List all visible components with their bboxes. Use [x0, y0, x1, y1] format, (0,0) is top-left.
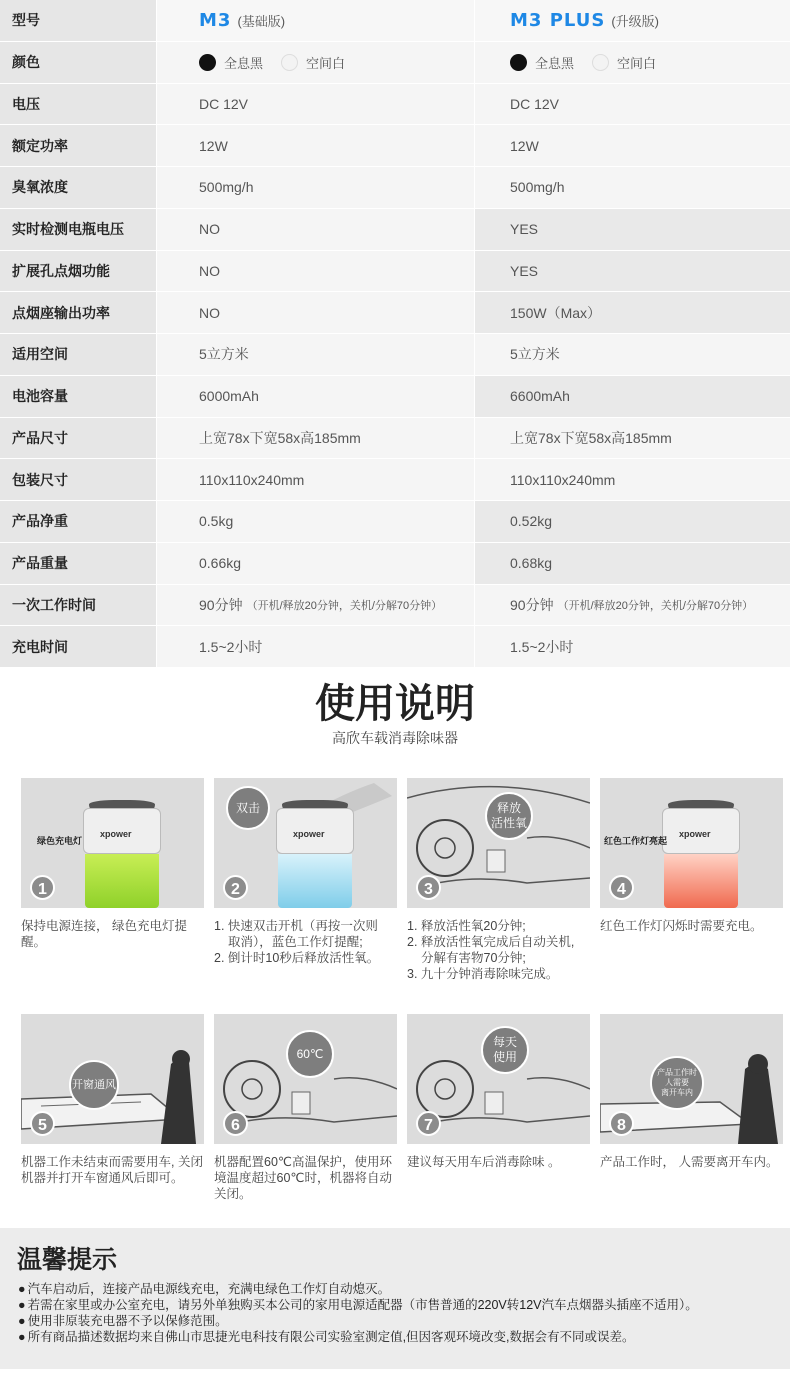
- step-illustration: [214, 778, 397, 908]
- step-bubble: 开窗通风: [69, 1060, 119, 1110]
- step-6: [214, 1014, 397, 1202]
- work-time-value: 90分钟: [510, 596, 554, 613]
- work-time-note: （开机/释放20分钟，关机/分解70分钟）: [557, 599, 754, 612]
- spec-row: [0, 626, 790, 668]
- plus-value: 5立方米: [475, 334, 790, 375]
- spec-row: [0, 125, 790, 167]
- step-bubble: 每天 使用: [481, 1026, 529, 1074]
- color-option-black: [199, 53, 263, 72]
- plus-value: 0.68kg: [475, 543, 790, 584]
- plus-color-options: [475, 42, 790, 83]
- step-number: 4: [609, 875, 634, 900]
- tip-item: ● 汽车启动后，连接产品电源线充电，充满电绿色工作灯自动熄灭。: [18, 1281, 698, 1297]
- step-text-line: 2. 释放活性氧完成后自动关机,: [407, 935, 575, 949]
- spec-row: [0, 292, 790, 334]
- step-number: 8: [609, 1111, 634, 1136]
- brand-logo: xpower: [679, 829, 711, 839]
- plus-value: [475, 585, 790, 626]
- spec-label: 实时检测电瓶电压: [0, 209, 157, 250]
- step-5: [21, 1014, 204, 1186]
- spec-label: 扩展孔点烟功能: [0, 251, 157, 292]
- step-description: [600, 1154, 783, 1170]
- tip-item: ● 所有商品描述数据均来自佛山市思捷光电科技有限公司实验室测定值,但因客观环境改变,数据会有不同或误差。: [18, 1329, 698, 1345]
- callout-label: 红色工作灯亮起: [604, 836, 668, 846]
- m3-value: 0.5kg: [157, 501, 475, 542]
- m3-value: [157, 585, 475, 626]
- temperature-badge: 60℃: [286, 1030, 334, 1078]
- spec-label: 额定功率: [0, 125, 157, 166]
- step-text-line: 机器工作未结束而需要用车, 关闭机器并打开车窗通风后即可。: [21, 1155, 203, 1185]
- plus-edition: (升级版): [611, 13, 659, 29]
- m3-model-name: M3: [199, 9, 232, 31]
- color-option-white: [281, 53, 345, 72]
- step-1: [21, 778, 204, 950]
- step-bubble: 产品工作时 人需要 离开车内: [650, 1056, 704, 1110]
- tip-item: ● 使用非原装充电器不予以保修范围。: [18, 1313, 698, 1329]
- spec-label: 一次工作时间: [0, 585, 157, 626]
- step-text-line: 取消），蓝色工作灯提醒;: [228, 935, 363, 949]
- spec-row: [0, 376, 790, 418]
- m3-value: 0.66kg: [157, 543, 475, 584]
- brand-logo: xpower: [293, 829, 325, 839]
- color-option-label: 全息黑: [535, 55, 575, 71]
- m3-value: NO: [157, 251, 475, 292]
- step-description: [21, 918, 204, 950]
- instructions-title: 使用说明: [315, 681, 475, 727]
- device-icon: [276, 800, 354, 908]
- step-illustration: [21, 778, 204, 908]
- step-2: [214, 778, 397, 966]
- step-number: 3: [416, 875, 441, 900]
- m3-value: 上宽78x下宽58x高185mm: [157, 418, 475, 459]
- plus-value: 500mg/h: [475, 167, 790, 208]
- spec-label: 颜色: [0, 42, 157, 83]
- plus-header: [475, 0, 790, 41]
- device-icon: [83, 800, 161, 908]
- step-description: [407, 1154, 590, 1170]
- spec-row: [0, 418, 790, 460]
- plus-value: 上宽78x下宽58x高185mm: [475, 418, 790, 459]
- spec-row: [0, 501, 790, 543]
- step-number: 2: [223, 875, 248, 900]
- tip-item: ● 若需在家里或办公室充电，请另外单独购买本公司的家用电源适配器（市售普通的220V转12V汽车点烟器头插座不适用）。: [18, 1297, 698, 1313]
- m3-color-options: [157, 42, 475, 83]
- step-illustration: [600, 1014, 783, 1144]
- step-description: [600, 918, 783, 934]
- step-illustration: [21, 1014, 204, 1144]
- spec-label: 臭氧浓度: [0, 167, 157, 208]
- plus-value: 12W: [475, 125, 790, 166]
- spec-color-row: [0, 42, 790, 84]
- m3-value: 110x110x240mm: [157, 459, 475, 500]
- m3-edition: (基础版): [237, 13, 286, 29]
- step-description: [214, 1154, 397, 1202]
- step-illustration: [407, 1014, 590, 1144]
- spec-label: 点烟座输出功率: [0, 292, 157, 333]
- m3-header: [157, 0, 475, 41]
- spec-row: [0, 334, 790, 376]
- step-number: 7: [416, 1111, 441, 1136]
- work-time-note: （开机/释放20分钟，关机/分解70分钟）: [246, 599, 443, 612]
- plus-value: DC 12V: [475, 84, 790, 125]
- white-swatch-icon: [592, 54, 609, 71]
- step-illustration: [600, 778, 783, 908]
- step-text-line: 分解有害物70分钟;: [421, 951, 526, 965]
- spec-row: [0, 251, 790, 293]
- black-swatch-icon: [510, 54, 527, 71]
- step-description: [21, 1154, 204, 1186]
- step-description: [214, 918, 397, 966]
- spec-row: [0, 459, 790, 501]
- step-text-line: 2. 倒计时10秒后释放活性氧。: [214, 951, 380, 965]
- plus-value: 6600mAh: [475, 376, 790, 417]
- tips-panel: [0, 1228, 790, 1369]
- step-4: [600, 778, 783, 934]
- spec-table: [0, 0, 790, 668]
- step-text-line: 产品工作时， 人需要离开车内。: [600, 1155, 779, 1169]
- spec-row: [0, 543, 790, 585]
- plus-model-name: M3 PLUS: [510, 9, 606, 31]
- step-text-line: 机器配置60℃高温保护，使用环境温度超过60℃时，机器将自动关闭。: [214, 1155, 392, 1201]
- device-icon: [662, 800, 740, 908]
- plus-value: YES: [475, 209, 790, 250]
- spec-label: 产品重量: [0, 543, 157, 584]
- plus-value: 0.52kg: [475, 501, 790, 542]
- m3-value: NO: [157, 292, 475, 333]
- work-time-value: 90分钟: [199, 596, 243, 613]
- plus-value: 1.5~2小时: [475, 626, 790, 667]
- m3-value: 1.5~2小时: [157, 626, 475, 667]
- spec-label: 产品净重: [0, 501, 157, 542]
- step-number: 1: [30, 875, 55, 900]
- black-swatch-icon: [199, 54, 216, 71]
- plus-value: 110x110x240mm: [475, 459, 790, 500]
- m3-value: 12W: [157, 125, 475, 166]
- color-option-label: 空间白: [617, 55, 657, 71]
- callout-label: 绿色充电灯: [37, 836, 83, 846]
- step-text-line: 红色工作灯闪烁时需要充电。: [600, 919, 763, 933]
- m3-value: 5立方米: [157, 334, 475, 375]
- white-swatch-icon: [281, 54, 298, 71]
- step-number: 5: [30, 1111, 55, 1136]
- spec-label: 型号: [0, 0, 157, 41]
- m3-value: DC 12V: [157, 84, 475, 125]
- step-text-line: 建议每天用车后消毒除味 。: [407, 1155, 561, 1169]
- spec-header-row: [0, 0, 790, 42]
- plus-value: YES: [475, 251, 790, 292]
- step-illustration: [214, 1014, 397, 1144]
- tips-list: [18, 1281, 698, 1345]
- brand-logo: xpower: [100, 829, 132, 839]
- step-number: 6: [223, 1111, 248, 1136]
- spec-label: 产品尺寸: [0, 418, 157, 459]
- step-8: [600, 1014, 783, 1170]
- instructions-subtitle: 高欣车载消毒除味器: [332, 730, 458, 746]
- spec-label: 包装尺寸: [0, 459, 157, 500]
- step-text-line: 1. 快速双击开机（再按一次则: [214, 919, 378, 933]
- plus-value: 150W（Max）: [475, 292, 790, 333]
- color-option-label: 空间白: [306, 55, 346, 71]
- step-3: [407, 778, 590, 982]
- color-option-black: [510, 53, 574, 72]
- spec-row: [0, 167, 790, 209]
- m3-value: 500mg/h: [157, 167, 475, 208]
- step-text-line: 3. 九十分钟消毒除味完成。: [407, 967, 559, 981]
- spec-row: [0, 209, 790, 251]
- m3-value: 6000mAh: [157, 376, 475, 417]
- spec-row: [0, 585, 790, 627]
- spec-label: 充电时间: [0, 626, 157, 667]
- spec-label: 适用空间: [0, 334, 157, 375]
- color-option-white: [592, 53, 656, 72]
- step-illustration: [407, 778, 590, 908]
- m3-value: NO: [157, 209, 475, 250]
- spec-label: 电压: [0, 84, 157, 125]
- step-7: [407, 1014, 590, 1170]
- spec-row: [0, 84, 790, 126]
- step-text-line: 保持电源连接， 绿色充电灯提醒。: [21, 919, 187, 949]
- spec-label: 电池容量: [0, 376, 157, 417]
- step-description: [407, 918, 590, 982]
- step-bubble: 双击: [226, 786, 270, 830]
- color-option-label: 全息黑: [224, 55, 264, 71]
- tips-title: 温馨提示: [17, 1245, 118, 1274]
- step-text-line: 1. 释放活性氧20分钟;: [407, 919, 526, 933]
- step-bubble: 释放 活性氧: [485, 792, 533, 840]
